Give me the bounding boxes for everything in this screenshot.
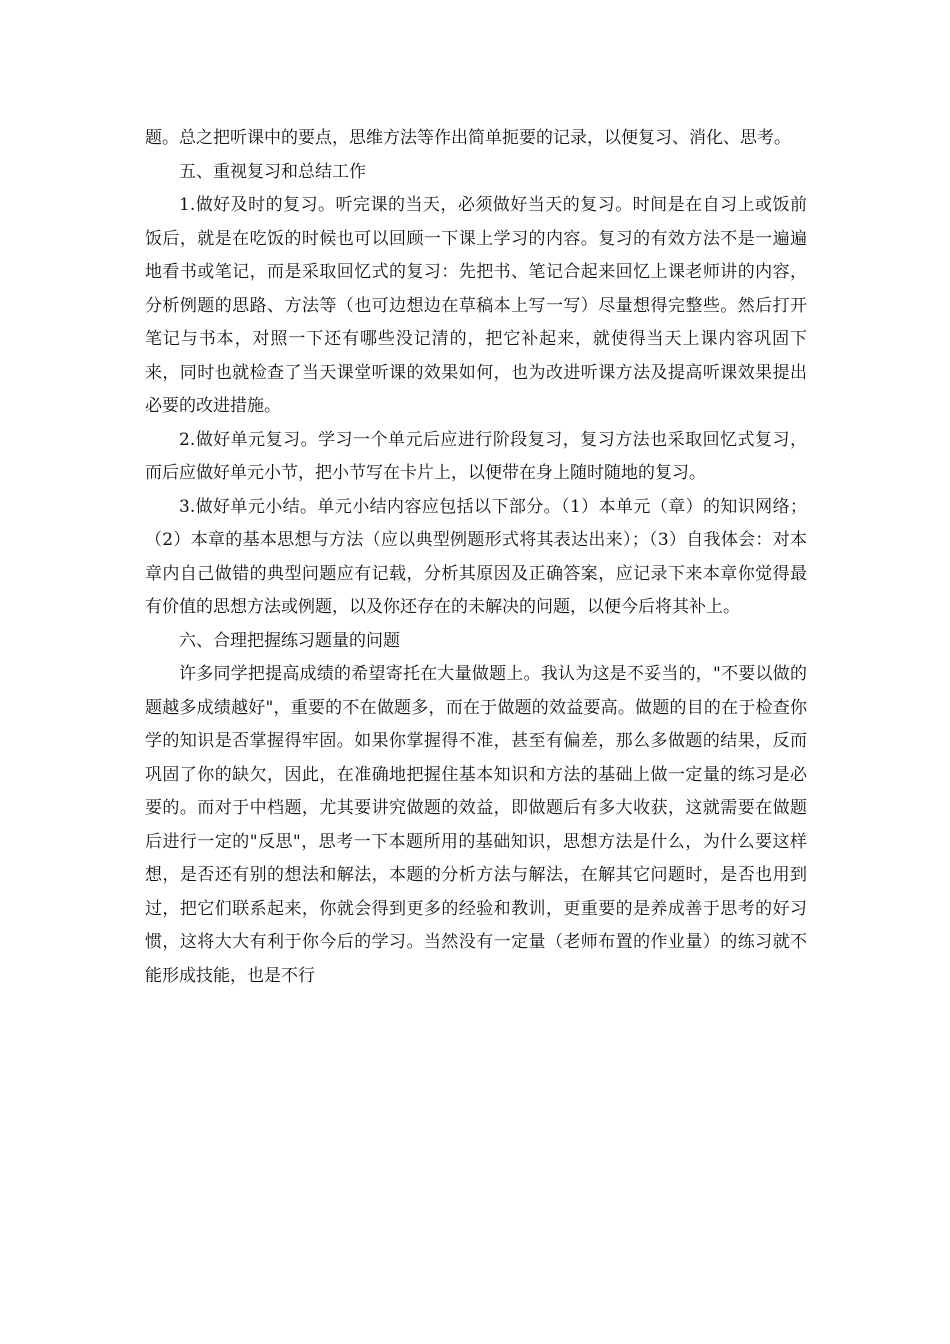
section-heading-practice: 六、合理把握练习题量的问题 <box>179 630 400 651</box>
document-body <box>145 122 807 993</box>
paragraph-timely-review: 1.做好及时的复习。听完课的当天，必须做好当天的复习。时间是在自习上或饭前饭后，就是在吃饭的时候也可以回顾一下课上学习的内容。复习的有效方法不是一遍遍地看书或笔记，而是采取回忆式的复习：先把书、笔记合起来回忆上课老师讲的内容，分析例题的思路、方法等（也可边想边在草稿本上写一写）尽量想得完整些。然后打开笔记与书本，对照一下还有哪些没记清的，把它补起来，就使得当天上课内容巩固下来，同时也就检查了当天课堂听课的效果如何，也为改进听课方法及提高听课效果提出必要的改进措施。 <box>145 195 807 416</box>
paragraph-practice-amount: 许多同学把提高成绩的希望寄托在大量做题上。我认为这是不妥当的，"不要以做的题越多成绩越好"，重要的不在做题多，而在于做题的效益要高。做题的目的在于检查你学的知识是否掌握得牢固。如果你掌握得不准，甚至有偏差，那么多做题的结果，反而巩固了你的缺欠，因此，在准确地把握住基本知识和方法的基础上做一定量的练习是必要的。而对于中档题，尤其要讲究做题的效益，即做题后有多大收获，这就需要在做题后进行一定的"反思"，思考一下本题所用的基础知识，思想方法是什么，为什么要这样想，是否还有别的想法和解法，本题的分析方法与解法，在解其它问题时，是否也用到过，把它们联系起来，你就会得到更多的经验和教训，更重要的是养成善于思考的好习惯，这将大大有利于你今后的学习。当然没有一定量（老师布置的作业量）的练习就不能形成技能，也是不行 <box>145 664 807 986</box>
paragraph-continuation: 题。总之把听课中的要点，思维方法等作出简单扼要的记录，以便复习、消化、思考。 <box>145 128 791 148</box>
paragraph-unit-review: 2.做好单元复习。学习一个单元后应进行阶段复习，复习方法也采取回忆式复习，而后应做好单元小节，把小节写在卡片上，以便带在身上随时随地的复习。 <box>145 429 807 483</box>
section-heading-review: 五、重视复习和总结工作 <box>179 161 366 182</box>
paragraph-unit-summary: 3.做好单元小结。单元小结内容应包括以下部分。（1）本单元（章）的知识网络；（2）本章的基本思想与方法（应以典型例题形式将其表达出来）；（3）自我体会：对本章内自己做错的典型问题应有记载，分析其原因及正确答案，应记录下来本章你觉得最有价值的思想方法或例题，以及你还存在的未解决的问题，以便今后将其补上。 <box>145 496 807 617</box>
